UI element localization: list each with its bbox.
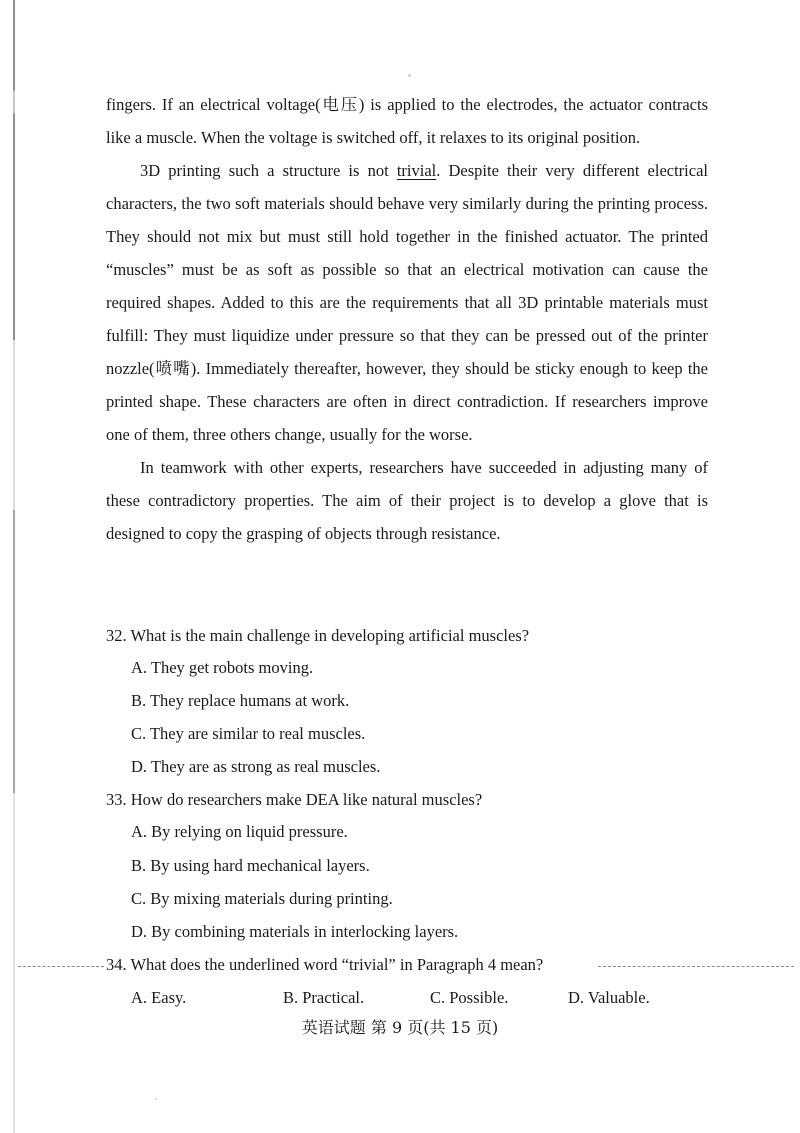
page-footer: 英语试题 第 9 页(共 15 页) [301, 1018, 499, 1037]
question-33-option-a: A. By relying on liquid pressure. [131, 822, 348, 841]
question-32-option-b: B. They replace humans at work. [131, 691, 350, 710]
question-33-option-c: C. By mixing materials during printing. [131, 889, 393, 908]
question-34-option-c: C. Possible. [430, 988, 509, 1007]
question-33-stem: 33. How do researchers make DEA like natural muscles? [106, 790, 483, 809]
binding-edge [13, 0, 15, 1133]
question-34-option-b: B. Practical. [283, 988, 365, 1007]
underlined-word-trivial: trivial [396, 161, 437, 180]
question-34-option-a: A. Easy. [131, 988, 187, 1007]
fold-line-left [18, 966, 104, 967]
scan-speck [408, 74, 411, 77]
question-32-option-d: D. They are as strong as real muscles. [131, 757, 381, 776]
question-33-option-b: B. By using hard mechanical layers. [131, 856, 370, 875]
question-32-stem: 32. What is the main challenge in developing artificial muscles? [106, 626, 530, 645]
p4-text-before: 3D printing such a structure is not [140, 161, 397, 180]
fold-line-right [598, 966, 794, 967]
passage-paragraph-continued: fingers. If an electrical voltage(电压) is applied to the electrodes, the actuator contracts like a muscle. When the voltage is switched off, it relaxes to its original position. [106, 95, 708, 147]
passage-paragraph-5: In teamwork with other experts, researchers have succeeded in adjusting many of these contradictory properties. The aim of their project is to develop a glove that is designed to copy the grasping of objects through resistance. [106, 458, 708, 543]
p4-text-after: . Despite their very different electrical characters, the two soft materials should behave very similarly during the printing process. They should not mix but must still hold together in the finished actuator. The printed “muscles” must be as soft as possible so that an electrical motivation can cause the required shapes. Added to this are the requirements that all 3D printable materials must fulfill: They must liquidize under pressure so that they can be pressed out of the printer nozzle(喷嘴). Immediately thereafter, however, they should be sticky enough to keep the printed shape. These characters are often in direct contradiction. If researchers improve one of them, three others change, usually for the worse. [106, 161, 708, 444]
scan-speck [155, 1098, 157, 1100]
question-34-stem: 34. What does the underlined word “trivial” in Paragraph 4 mean? [106, 955, 544, 974]
reading-passage [106, 88, 708, 550]
question-32-option-a: A. They get robots moving. [131, 658, 314, 677]
question-34-option-d: D. Valuable. [568, 988, 650, 1007]
passage-paragraph-4 [106, 154, 708, 451]
question-33-option-d: D. By combining materials in interlocking layers. [131, 922, 459, 941]
question-32-option-c: C. They are similar to real muscles. [131, 724, 366, 743]
